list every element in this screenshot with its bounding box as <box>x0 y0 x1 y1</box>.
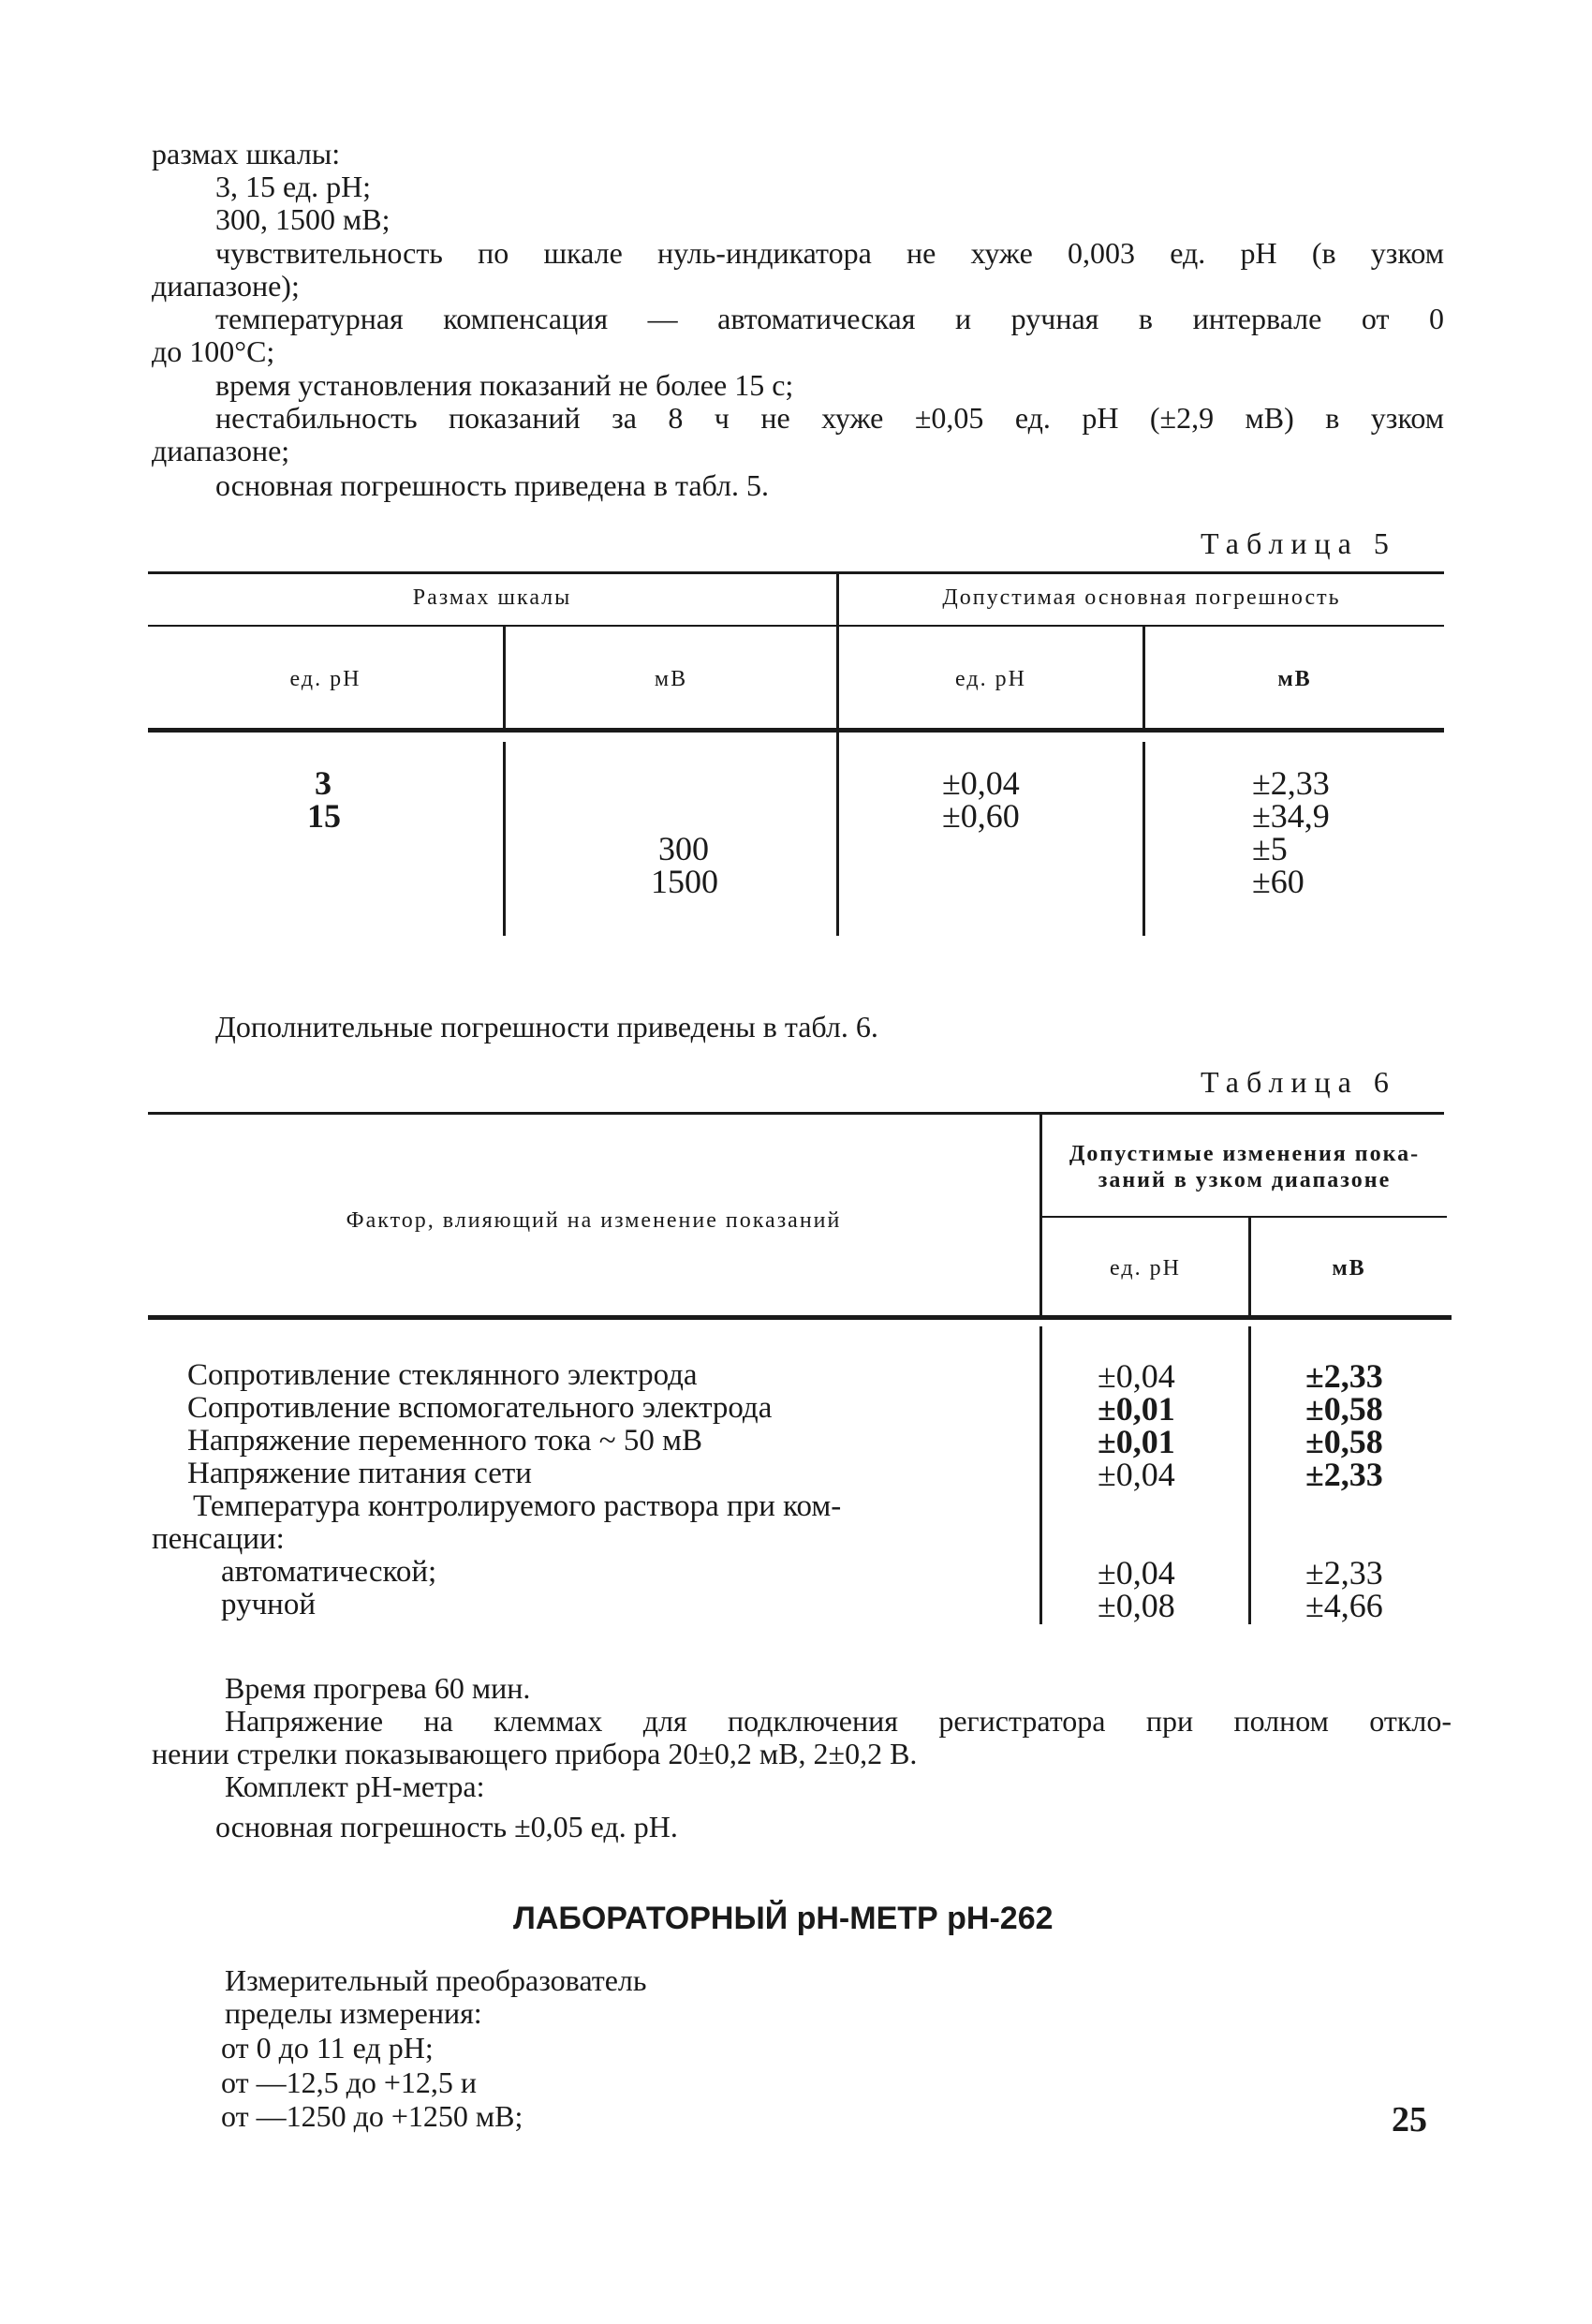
table-6-ph: ±0,08 <box>1098 1587 1175 1624</box>
table-5-group-header: Размах шкалы <box>412 585 572 610</box>
paragraph-line: Дополнительные погрешности приведены в табл. 6. <box>215 1010 878 1044</box>
intro-line: размах шкалы: <box>152 137 341 170</box>
table-6-factor: пенсации: <box>152 1522 285 1556</box>
table-6-factor: ручной <box>221 1588 316 1621</box>
section-line: пределы измерения: <box>225 1996 482 2030</box>
table-5-cell: ±2,33 <box>1252 764 1330 802</box>
table-5-column-header: мВ <box>1277 667 1312 691</box>
table-6-factor: Температура контролируемого раствора при ком- <box>193 1489 842 1523</box>
table-6-mv: ±2,33 <box>1305 1357 1383 1395</box>
table-rule <box>148 1112 1444 1115</box>
table-5-cell: 1500 <box>651 863 718 900</box>
table-6-factor: Напряжение переменного тока ~ 50 мВ <box>187 1424 703 1458</box>
table-divider <box>836 573 839 936</box>
table-6-factor-header: Фактор, влияющий на изменение показаний <box>346 1208 842 1233</box>
table-5-column-header: ед. pH <box>955 667 1026 691</box>
table-divider <box>1039 1326 1042 1624</box>
table-rule <box>148 728 1444 733</box>
table-divider <box>1142 742 1145 936</box>
table-6-mv: ±0,58 <box>1305 1390 1383 1428</box>
table-rule <box>148 571 1444 574</box>
paragraph-line: Время прогрева 60 мин. <box>225 1671 531 1705</box>
table-5-column-header: ед. pH <box>289 667 361 691</box>
table-6-caption: Таблица 6 <box>1201 1065 1396 1099</box>
table-6-factor: Сопротивление вспомогательного электрода <box>187 1391 773 1425</box>
table-rule <box>1042 1216 1447 1218</box>
table-divider <box>503 742 506 936</box>
section-line: от 0 до 11 ед pH; <box>221 2031 434 2065</box>
intro-line: чувствительность по шкале нуль-индикатора не хуже 0,003 ед. pH (в узком <box>215 236 1444 270</box>
table-6-ph: ±0,04 <box>1098 1456 1175 1493</box>
table-divider <box>1248 1326 1251 1624</box>
section-line: от —12,5 до +12,5 и <box>221 2065 478 2099</box>
table-5-cell: 300 <box>658 830 709 867</box>
intro-line: диапазоне; <box>152 434 290 467</box>
table-5-caption: Таблица 5 <box>1201 526 1396 560</box>
table-rule <box>148 625 1444 627</box>
table-5-cell: ±5 <box>1252 830 1288 867</box>
intro-line: диапазоне); <box>152 269 300 303</box>
section-line: Измерительный преобразователь <box>225 1963 647 1997</box>
paragraph-line: основная погрешность ±0,05 ед. pH. <box>215 1810 678 1843</box>
section-heading: ЛАБОРАТОРНЫЙ pH-МЕТР pH-262 <box>513 1901 1054 1936</box>
table-6-column-header: ед. pH <box>1110 1256 1181 1280</box>
paragraph-line: нении стрелки показывающего прибора 20±0,2 мВ, 2±0,2 В. <box>152 1737 918 1770</box>
intro-line: нестабильность показаний за 8 ч не хуже ±0,05 ед. pH (±2,9 мВ) в узком <box>215 401 1444 435</box>
table-6-group-header: заний в узком диапазоне <box>1098 1168 1392 1192</box>
table-6-mv: ±2,33 <box>1305 1554 1383 1591</box>
page-number: 25 <box>1392 2100 1427 2139</box>
table-6-column-header: мВ <box>1332 1256 1366 1280</box>
table-6-mv: ±0,58 <box>1305 1423 1383 1460</box>
table-5-cell: ±0,60 <box>942 797 1020 835</box>
paragraph-line: Напряжение на клеммах для подключения регистратора при полном откло- <box>225 1704 1452 1738</box>
table-6-mv: ±4,66 <box>1305 1587 1383 1624</box>
table-5-cell: ±34,9 <box>1252 797 1330 835</box>
table-5-cell: 15 <box>307 797 341 835</box>
section-line: от —1250 до +1250 мВ; <box>221 2099 523 2133</box>
intro-line: основная погрешность приведена в табл. 5. <box>215 468 769 502</box>
intro-line: 300, 1500 мВ; <box>215 202 391 236</box>
intro-line: до 100°С; <box>152 334 275 368</box>
intro-line: 3, 15 ед. pH; <box>215 170 372 203</box>
table-5-group-header: Допустимая основная погрешность <box>942 585 1341 610</box>
table-6-group-header: Допустимые изменения пока- <box>1069 1142 1421 1166</box>
table-6-factor: Напряжение питания сети <box>187 1457 532 1490</box>
table-6-ph: ±0,01 <box>1098 1423 1175 1460</box>
table-6-factor: Сопротивление стеклянного электрода <box>187 1358 698 1392</box>
paragraph-line: Комплект pH-метра: <box>225 1769 485 1803</box>
table-rule <box>148 1315 1452 1320</box>
table-6-ph: ±0,04 <box>1098 1554 1175 1591</box>
intro-line: время установления показаний не более 15 с; <box>215 368 794 402</box>
table-5-cell: ±60 <box>1252 863 1305 900</box>
table-6-ph: ±0,01 <box>1098 1390 1175 1428</box>
table-5-column-header: мВ <box>654 667 688 691</box>
intro-line: температурная компенсация — автоматическая и ручная в интервале от 0 <box>215 302 1444 335</box>
table-6-mv: ±2,33 <box>1305 1456 1383 1493</box>
table-6-factor: автоматической; <box>221 1555 437 1589</box>
table-5-cell: 3 <box>315 764 332 802</box>
table-5-cell: ±0,04 <box>942 764 1020 802</box>
table-6-ph: ±0,04 <box>1098 1357 1175 1395</box>
